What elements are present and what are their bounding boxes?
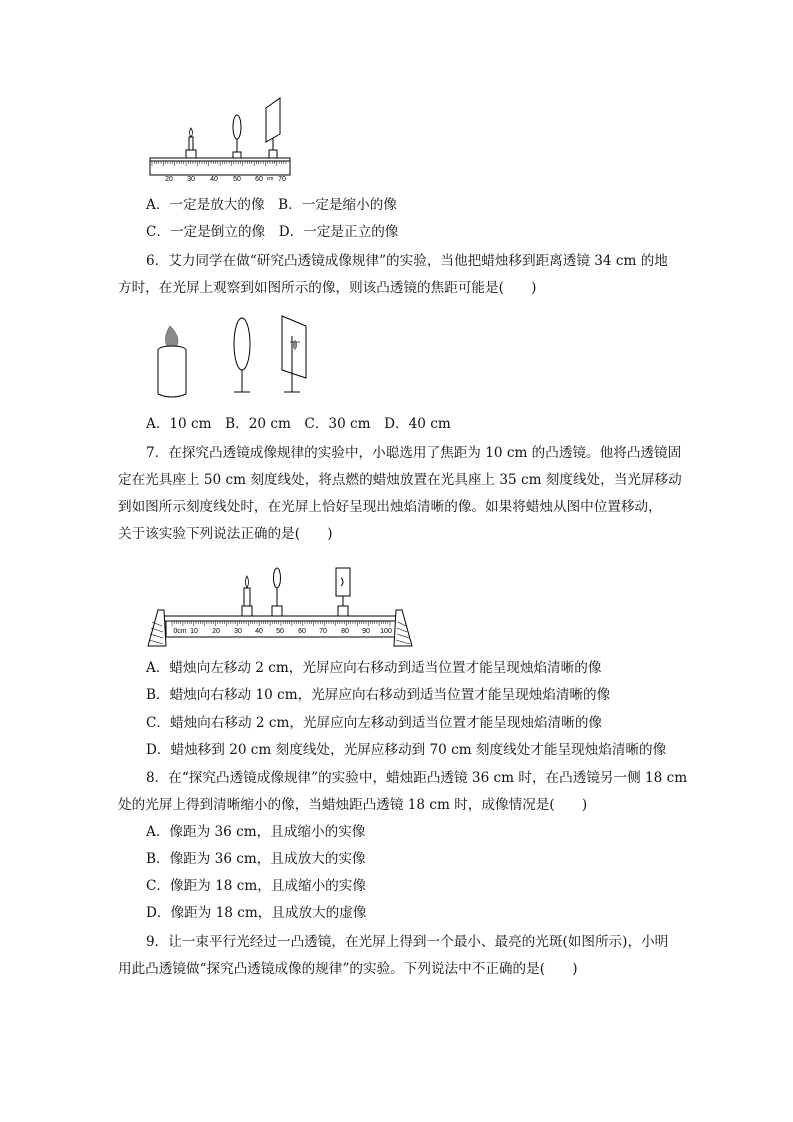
q7-option-d: D．蜡烛移到 20 cm 刻度线处，光屏应移动到 70 cm 刻度线处才能呈现烛焰清晰的像	[146, 742, 667, 758]
q6-stem-line-1: 6．艾力同学在做“研究凸透镜成像规律”的实验，当他把蜡烛移到距离透镜 34 cm 的地	[146, 253, 668, 269]
ruler-label: 20	[212, 628, 220, 635]
q7-option-b: B．蜡烛向右移动 10 cm，光屏应向右移动到适当位置才能呈现烛焰清晰的像	[146, 687, 611, 703]
ruler-label: 40	[255, 628, 263, 635]
ruler-label: 70	[278, 176, 286, 183]
q8-option-a: A．像距为 36 cm，且成缩小的实像	[146, 824, 366, 840]
ruler-label: 70	[319, 628, 327, 635]
ruler-label: 0cm	[173, 628, 187, 635]
q6-options: A．10 cm B．20 cm C．30 cm D．40 cm	[146, 416, 451, 432]
light-screen	[266, 98, 280, 142]
convex-lens	[234, 318, 250, 370]
ruler-label: 90	[362, 628, 370, 635]
q7-stem-line-3: 到如图所示刻度线处时，在光屏上恰好呈现出烛焰清晰的像。如果将蜡烛从图中位置移动，	[118, 499, 662, 515]
ruler-label: 40	[210, 176, 218, 183]
q8-stem-line-2: 处的光屏上得到清晰缩小的像，当蜡烛距凸透镜 18 cm 时，成像情况是( )	[118, 797, 588, 813]
q7-option-c: C．蜡烛向右移动 2 cm，光屏应向左移动到适当位置才能呈现烛焰清晰的像	[146, 715, 603, 731]
candle	[244, 588, 250, 606]
bench-rail	[158, 616, 402, 621]
q7-stem-line-4: 关于该实验下列说法正确的是( )	[118, 526, 333, 542]
candle-flame	[190, 128, 193, 137]
candle-flame	[246, 576, 249, 588]
ruler-label: 60	[255, 176, 263, 183]
ruler-label: 10	[190, 628, 198, 635]
ruler-label: 30	[234, 628, 242, 635]
ruler-label: 30	[187, 176, 195, 183]
ruler-label: 80	[341, 628, 349, 635]
ruler-label: 20	[165, 176, 173, 183]
ruler-label: 100	[380, 628, 392, 635]
q5-options-line-2: C．一定是倒立的像 D．一定是正立的像	[146, 224, 399, 240]
ruler-label: 60	[298, 628, 306, 635]
q6-stem-line-2: 方时，在光屏上观察到如图所示的像，则该凸透镜的焦距可能是( )	[118, 280, 537, 296]
q8-option-c: C．像距为 18 cm，且成缩小的实像	[146, 878, 366, 894]
q5-options-line-1: A．一定是放大的像 B．一定是缩小的像	[146, 197, 397, 213]
q6-figure	[150, 312, 350, 402]
q8-option-d: D．像距为 18 cm，且成放大的虚像	[146, 905, 367, 921]
candle-body	[158, 350, 186, 397]
q7-stem-line-2: 定在光具座上 50 cm 刻度线处，将点燃的蜡烛放置在光具座上 35 cm 刻度线处，当光屏移动	[118, 472, 682, 488]
ruler-ticks	[172, 621, 390, 626]
q9-stem-line-2: 用此凸透镜做“探究凸透镜成像的规律”的实验。下列说法中不正确的是( )	[118, 961, 578, 977]
ruler-label: 50	[276, 628, 284, 635]
q9-stem-line-1: 9．让一束平行光经过一凸透镜，在光屏上得到一个最小、最亮的光斑(如图所示)，小明	[146, 934, 669, 950]
q8-option-b: B．像距为 36 cm，且成放大的实像	[146, 851, 366, 867]
q7-option-a: A．蜡烛向左移动 2 cm，光屏应向右移动到适当位置才能呈现烛焰清晰的像	[146, 660, 602, 676]
convex-lens	[233, 115, 241, 139]
q5-optical-bench-figure	[146, 94, 306, 194]
ruler-label: 50	[233, 176, 241, 183]
q7-optical-bench-figure	[144, 566, 414, 646]
candle	[189, 137, 193, 150]
ruler-unit: cm	[266, 176, 274, 182]
q8-stem-line-1: 8．在“探究凸透镜成像规律”的实验中，蜡烛距凸透镜 36 cm 时，在凸透镜另一侧 18 cm	[146, 770, 688, 786]
q7-stem-line-1: 7．在探究凸透镜成像规律的实验中，小聪选用了焦距为 10 cm 的凸透镜。他将凸透镜固	[146, 445, 682, 461]
convex-lens	[274, 568, 281, 588]
bench-support-right	[394, 610, 412, 646]
